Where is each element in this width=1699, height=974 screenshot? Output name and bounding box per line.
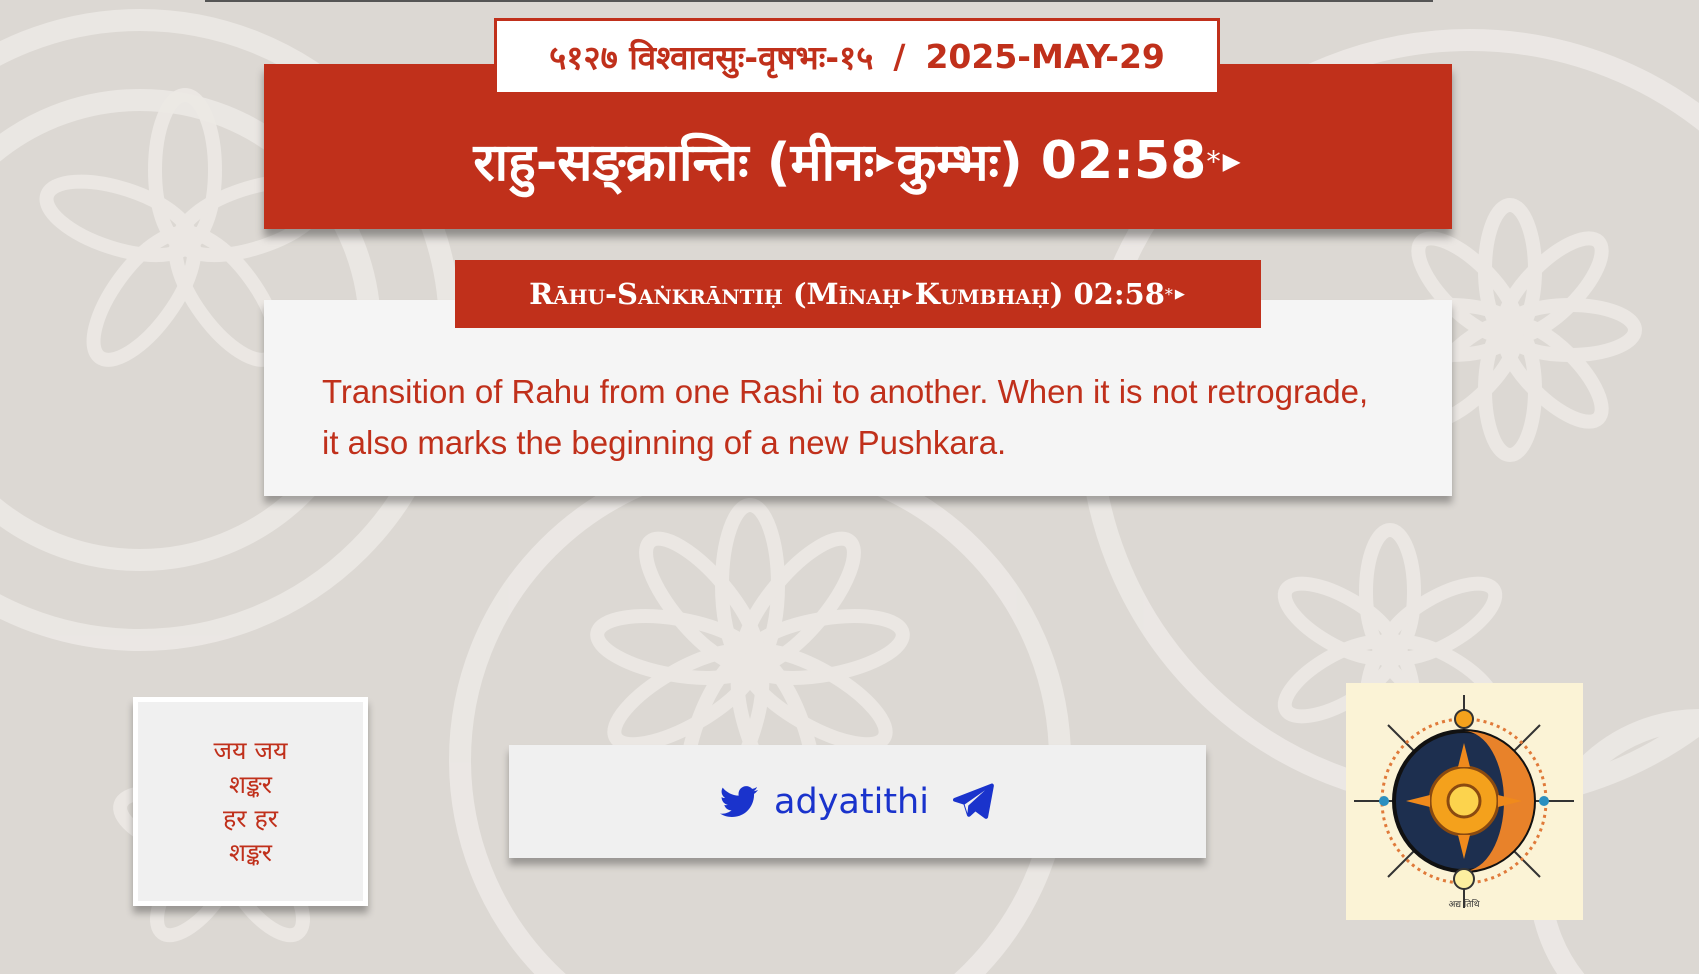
blessing-line: शङ्कर bbox=[228, 769, 273, 799]
date-gregorian: 2025-MAY-29 bbox=[925, 37, 1165, 76]
description-line-2: it also marks the beginning of a new Pushkara. bbox=[322, 424, 1007, 461]
social-card bbox=[509, 745, 1206, 858]
event-title-sanskrit: राहु-सङ्क्रान्तिः (मीनः bbox=[473, 133, 875, 193]
date-tab bbox=[494, 18, 1220, 95]
twitter-bird-icon[interactable] bbox=[720, 786, 758, 818]
event-title-english-banner bbox=[455, 260, 1261, 328]
event-title-sanskrit-to: कुम्भः) bbox=[896, 133, 1023, 193]
blessing-line: जय जय bbox=[213, 735, 288, 765]
event-title-english-to: Kumbhaḥ) bbox=[914, 277, 1064, 311]
description-card bbox=[264, 300, 1452, 496]
event-time: 02:58 bbox=[1040, 130, 1207, 191]
event-time-english: 02:58 bbox=[1073, 277, 1165, 311]
logo-label: अद्य तिथि bbox=[1448, 900, 1480, 910]
top-divider bbox=[205, 0, 1433, 2]
description-line-1: Transition of Rahu from one Rashi to another. When it is not retrograde, bbox=[322, 373, 1369, 410]
social-handle-link[interactable]: adyatithi bbox=[774, 781, 929, 822]
blessing-card bbox=[133, 697, 368, 906]
time-arrow-icon[interactable]: ▶ bbox=[1222, 146, 1241, 175]
date-separator: / bbox=[893, 37, 906, 76]
arrow-right-icon: ▶ bbox=[876, 146, 895, 175]
time-asterisk: * bbox=[1164, 284, 1173, 304]
time-arrow-icon[interactable]: ▶ bbox=[1174, 286, 1185, 302]
blessing-line: शङ्कर bbox=[228, 837, 273, 867]
sun-moon-compass-icon bbox=[1346, 683, 1583, 920]
event-title-english: Rāhu-Saṅkrāntiḥ (Mīnaḥ bbox=[529, 277, 901, 311]
date-devanagari: ५१२७ विश्वावसुः-वृषभः-१५ bbox=[549, 38, 874, 77]
adyatithi-logo bbox=[1346, 683, 1583, 920]
arrow-right-icon: ▶ bbox=[902, 286, 913, 302]
time-asterisk: * bbox=[1206, 143, 1221, 178]
blessing-line: हर हर bbox=[223, 803, 278, 833]
telegram-plane-icon[interactable] bbox=[951, 781, 995, 823]
